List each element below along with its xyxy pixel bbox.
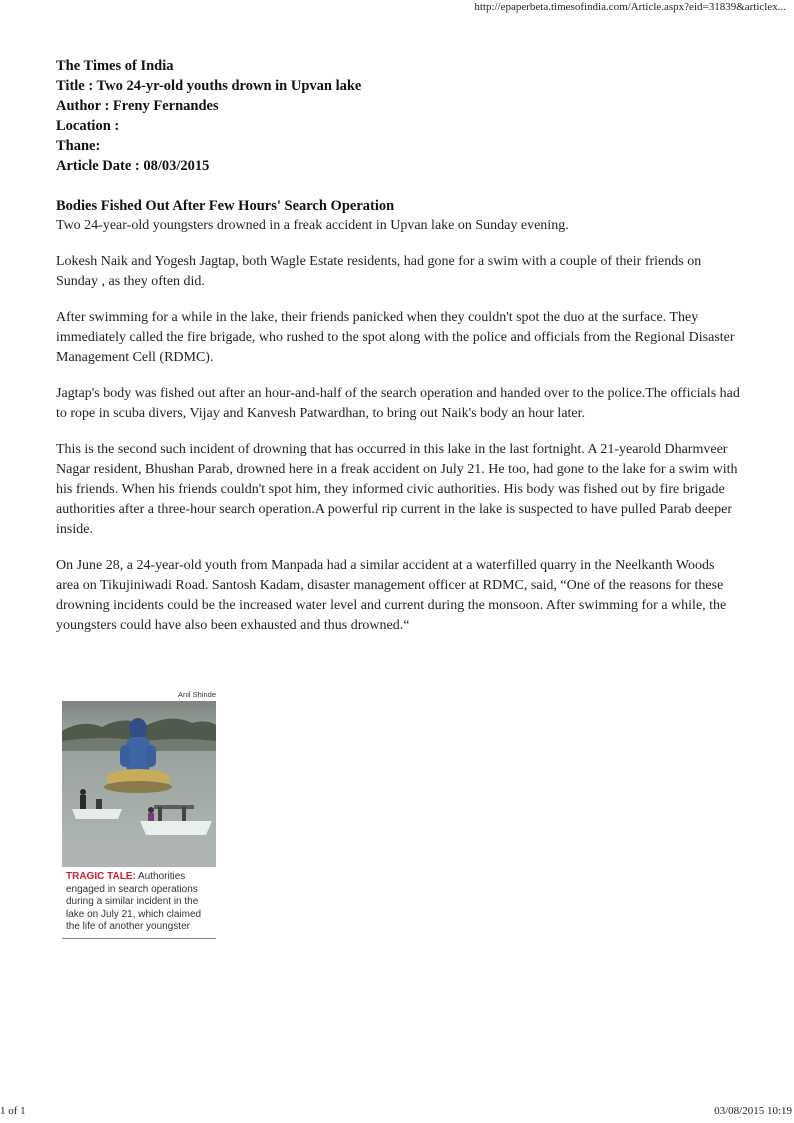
- article-paragraph: Lokesh Naik and Yogesh Jagtap, both Wagle Estate residents, had gone for a swim with a couple of their friends on Sunday , as they often did.: [56, 254, 702, 289]
- article-paragraph: Two 24-year-old youngsters drowned in a freak accident in Upvan lake on Sunday evening.: [56, 218, 569, 233]
- page-count: 1 of 1: [0, 1105, 26, 1117]
- article-paragraph: After swimming for a while in the lake, their friends panicked when they couldn't spot the duo at the surface. They immediately called the fire brigade, who rushed to the spot along with the police and officials from the Regional Disaster Management Cell (RDMC).: [56, 310, 735, 365]
- publication-name: The Times of India: [56, 58, 174, 74]
- article-date: Article Date : 08/03/2015: [56, 158, 210, 174]
- article-city: Thane:: [56, 138, 101, 154]
- article-paragraph: This is the second such incident of drowning that has occurred in this lake in the last fortnight. A 21-yearold Dharmveer Nagar resident, Bhushan Parab, drowned here in a freak accident on July 21. He too, had gone to the lake for a swim with his friends. When his friends couldn't spot him, they informed civic authorities. His body was fished out by fire brigade authorities after a three-hour search operation.A powerful rip current in the lake is suspected to have pulled Parab deeper inside.: [56, 442, 738, 537]
- print-timestamp: 03/08/2015 10:19: [714, 1105, 792, 1117]
- news-photo: [62, 701, 216, 867]
- article-paragraph: Jagtap's body was fished out after an hour-and-half of the search operation and handed over to the police.The officials had to rope in scuba divers, Vijay and Kanvesh Patwardhan, to bring out Naik's body an hour later.: [56, 386, 740, 421]
- article-metadata: [56, 56, 361, 176]
- article-title: Title : Two 24-yr-old youths drown in Upvan lake: [56, 78, 362, 94]
- article-subhead: Bodies Fished Out After Few Hours' Search Operation: [56, 198, 395, 214]
- article-location: Location :: [56, 118, 120, 134]
- caption-text: Authorities engaged in search operations during a similar incident in the lake on July 21, which claimed the life of another youngster: [66, 871, 202, 932]
- photo-credit: Anil Shinde: [178, 690, 216, 699]
- article-paragraph: On June 28, a 24-year-old youth from Manpada had a similar accident at a waterfilled quarry in the Neelkanth Woods area on Tikujiniwadi Road. Santosh Kadam, disaster management officer at RDMC, said, “One of the reasons for these drowning incidents could be the increased water level and current during the monsoon. After swimming for a while, the youngsters could have also been exhausted and thus drowned.“: [56, 558, 727, 633]
- page-url-header: http://epaperbeta.timesofindia.com/Article.aspx?eid=31839&articlex...: [474, 1, 786, 13]
- article-body: [56, 196, 740, 652]
- article-author: Author : Freny Fernandes: [56, 98, 219, 114]
- news-photo-block: [62, 690, 216, 939]
- caption-tag: TRAGIC TALE:: [66, 871, 136, 882]
- photo-caption: [62, 871, 216, 939]
